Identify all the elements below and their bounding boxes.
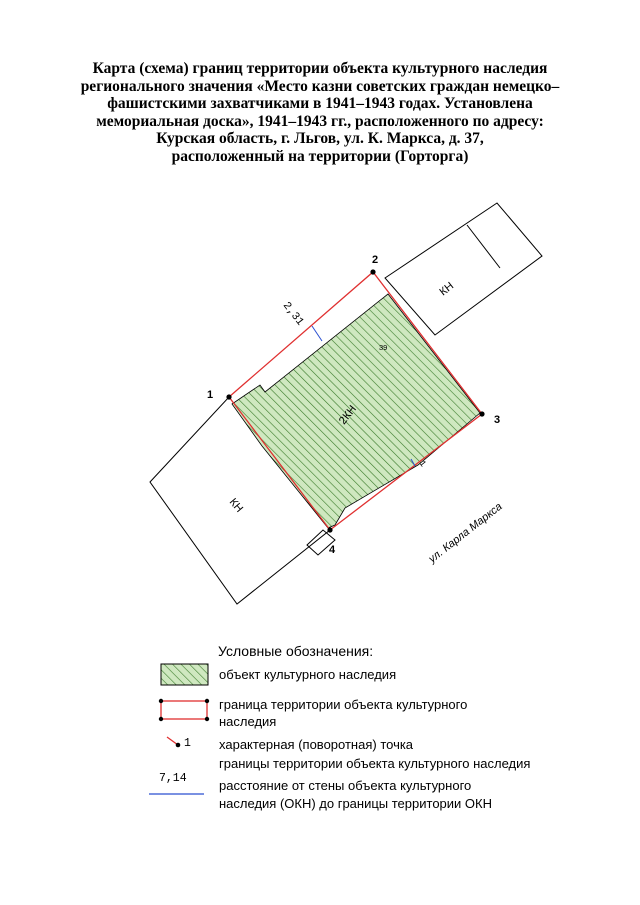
- legend-point-number: 1: [184, 737, 191, 750]
- legend-point-text-1: характерная (поворотная) точка: [219, 737, 414, 752]
- legend-title: Условные обозначения:: [218, 643, 374, 659]
- point-4-marker: [327, 527, 332, 532]
- distance-label-2-31: 2,31: [279, 300, 306, 329]
- building-upper-kn: [385, 203, 542, 335]
- house-number: 39: [379, 343, 388, 352]
- point-2-marker: [370, 269, 375, 274]
- point-4-label: 4: [329, 544, 336, 556]
- title-line-5: Курская область, г. Льгов, ул. К. Маркса, д. 37,: [156, 130, 484, 147]
- legend-distance-number: 7,14: [159, 772, 187, 785]
- lower-building-label: КН: [226, 496, 246, 515]
- legend-boundary-dot-2: [205, 699, 209, 703]
- building-upper-divider: [467, 225, 500, 268]
- point-3-label: 3: [494, 414, 501, 426]
- distance-label-1: 1: [416, 458, 428, 470]
- legend-hatch-swatch: [161, 664, 208, 685]
- point-1-marker: [226, 394, 231, 399]
- legend-point-text-2: границы территории объекта культурного наследия: [219, 756, 531, 771]
- main-building-label: 2КН: [336, 403, 359, 427]
- legend-boundary-swatch: [161, 701, 207, 719]
- title-line-6: расположенный на территории (Горторга): [171, 147, 469, 165]
- legend-boundary-text-2: наследия: [219, 714, 277, 729]
- legend-boundary-text-1: граница территории объекта культурного: [219, 697, 468, 712]
- point-3-marker: [479, 411, 484, 416]
- upper-building-label: КН: [437, 280, 457, 299]
- legend-distance-text-2: наследия (ОКН) до границы территории ОКН: [219, 796, 492, 811]
- point-1-label: 1: [207, 389, 214, 401]
- legend-distance-text-1: расстояние от стены объекта культурного: [219, 778, 472, 793]
- title-line-2: регионального значения «Место казни советских граждан немецко–: [80, 77, 560, 95]
- legend-point-marker: [176, 743, 181, 748]
- title-line-1: Карта (схема) границ территории объекта культурного наследия: [92, 60, 548, 77]
- legend-boundary-dot-1: [159, 699, 163, 703]
- street-label: ул. Карла Маркса: [426, 500, 505, 566]
- title-line-3: фашистскими захватчиками в 1941–1943 годах. Установлена: [107, 95, 533, 112]
- legend-boundary-dot-4: [205, 717, 209, 721]
- legend-object-text: объект культурного наследия: [219, 667, 397, 682]
- distance-line-2-31: [312, 326, 322, 341]
- title-line-4: мемориальная доска», 1941–1943 гг., расположенного по адресу:: [96, 112, 544, 130]
- legend-boundary-dot-3: [159, 717, 163, 721]
- point-2-label: 2: [372, 254, 379, 266]
